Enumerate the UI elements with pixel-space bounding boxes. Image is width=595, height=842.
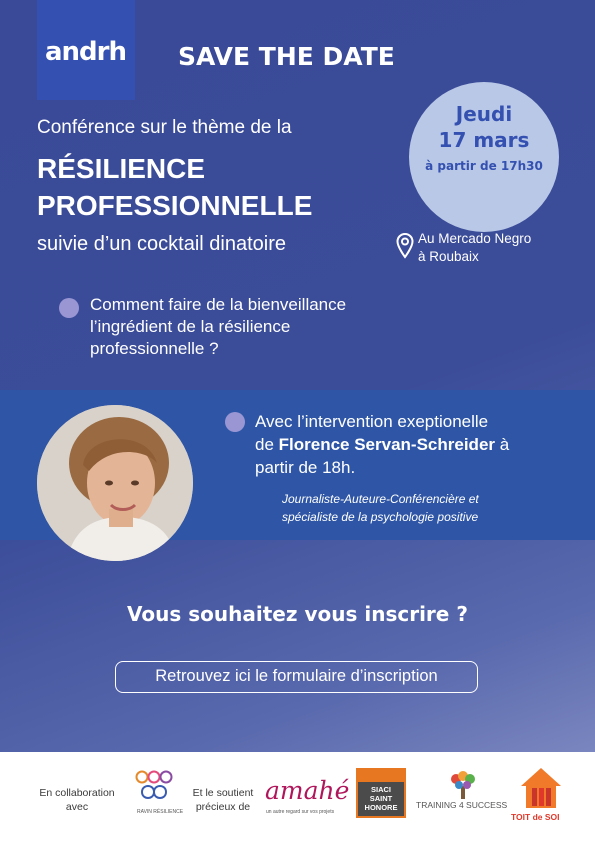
toit-de-soi-logo: TOIT de SOI xyxy=(511,812,560,822)
date-badge xyxy=(409,82,559,232)
speaker-line-3: partir de 18h. xyxy=(255,458,356,477)
question-line-3: professionnelle ? xyxy=(90,339,219,358)
speaker-line-1: Avec l’intervention exeptionelle xyxy=(255,412,489,431)
amahe-tagline: un autre regard sur vos projets xyxy=(266,809,335,815)
question-text xyxy=(90,294,346,360)
conference-theme xyxy=(37,150,312,224)
speaker-suffix: à xyxy=(495,435,510,454)
resilience-caption: RAVIN RÉSILIENCE xyxy=(137,809,184,815)
question-bullet xyxy=(59,298,79,318)
portrait-illustration xyxy=(37,405,193,561)
support-label xyxy=(186,786,260,814)
toit-house-icon xyxy=(518,764,564,810)
siaci-line-2: SAINT xyxy=(369,794,393,803)
theme-line-2: PROFESSIONNELLE xyxy=(37,190,313,221)
save-the-date-heading: SAVE THE DATE xyxy=(178,42,395,71)
question-line-2: l’ingrédient de la résilience xyxy=(90,317,291,336)
role-line-2: spécialiste de la psychologie positive xyxy=(282,510,479,524)
start-time: à partir de 17h30 xyxy=(425,159,543,173)
collab-line-2: avec xyxy=(65,801,89,813)
role-line-1: Journaliste-Auteure-Conférencière et xyxy=(282,492,479,506)
speaker-role xyxy=(282,490,479,526)
theme-line-1: RÉSILIENCE xyxy=(37,153,206,184)
speaker-line-2 xyxy=(255,433,509,456)
conference-subtitle: suivie d’un cocktail dinatoire xyxy=(37,233,287,255)
amahe-logo: amahé xyxy=(265,776,350,805)
registration-form-button[interactable]: Retrouvez ici le formulaire d’inscription xyxy=(115,661,478,693)
training-tree-icon xyxy=(446,770,480,800)
siaci-line-1: SIACI xyxy=(370,785,391,794)
event-location xyxy=(418,230,531,266)
location-line-2: à Roubaix xyxy=(418,249,479,264)
andrh-logo: andrh xyxy=(45,37,126,67)
siaci-logo xyxy=(356,768,406,818)
question-line-1: Comment faire de la bienveillance xyxy=(90,295,347,314)
support-line-1: Et le soutient xyxy=(192,787,254,799)
conference-intro: Conférence sur le thème de la xyxy=(37,117,292,138)
date-day: Jeudi xyxy=(455,102,513,126)
speaker-portrait xyxy=(37,405,193,561)
siaci-logo-panel xyxy=(358,782,404,816)
speaker-prefix: de xyxy=(255,435,279,454)
resilience-partner-logo xyxy=(134,770,174,806)
speaker-bullet xyxy=(225,412,245,432)
location-line-1: Au Mercado Negro xyxy=(418,231,532,246)
siaci-line-3: HONORE xyxy=(364,803,398,812)
date-value: 17 mars xyxy=(438,128,530,152)
siaci-logo-text xyxy=(358,785,404,812)
collab-line-1: En collaboration xyxy=(39,787,115,799)
training-logo: TRAINING 4 SUCCESS xyxy=(416,800,508,810)
speaker-intro xyxy=(255,410,509,479)
location-pin-icon xyxy=(396,233,414,259)
speaker-name: Florence Servan-Schreider xyxy=(278,435,496,454)
support-line-2: précieux de xyxy=(195,801,251,813)
registration-question: Vous souhaitez vous inscrire ? xyxy=(127,602,468,626)
collaboration-label xyxy=(32,786,122,814)
